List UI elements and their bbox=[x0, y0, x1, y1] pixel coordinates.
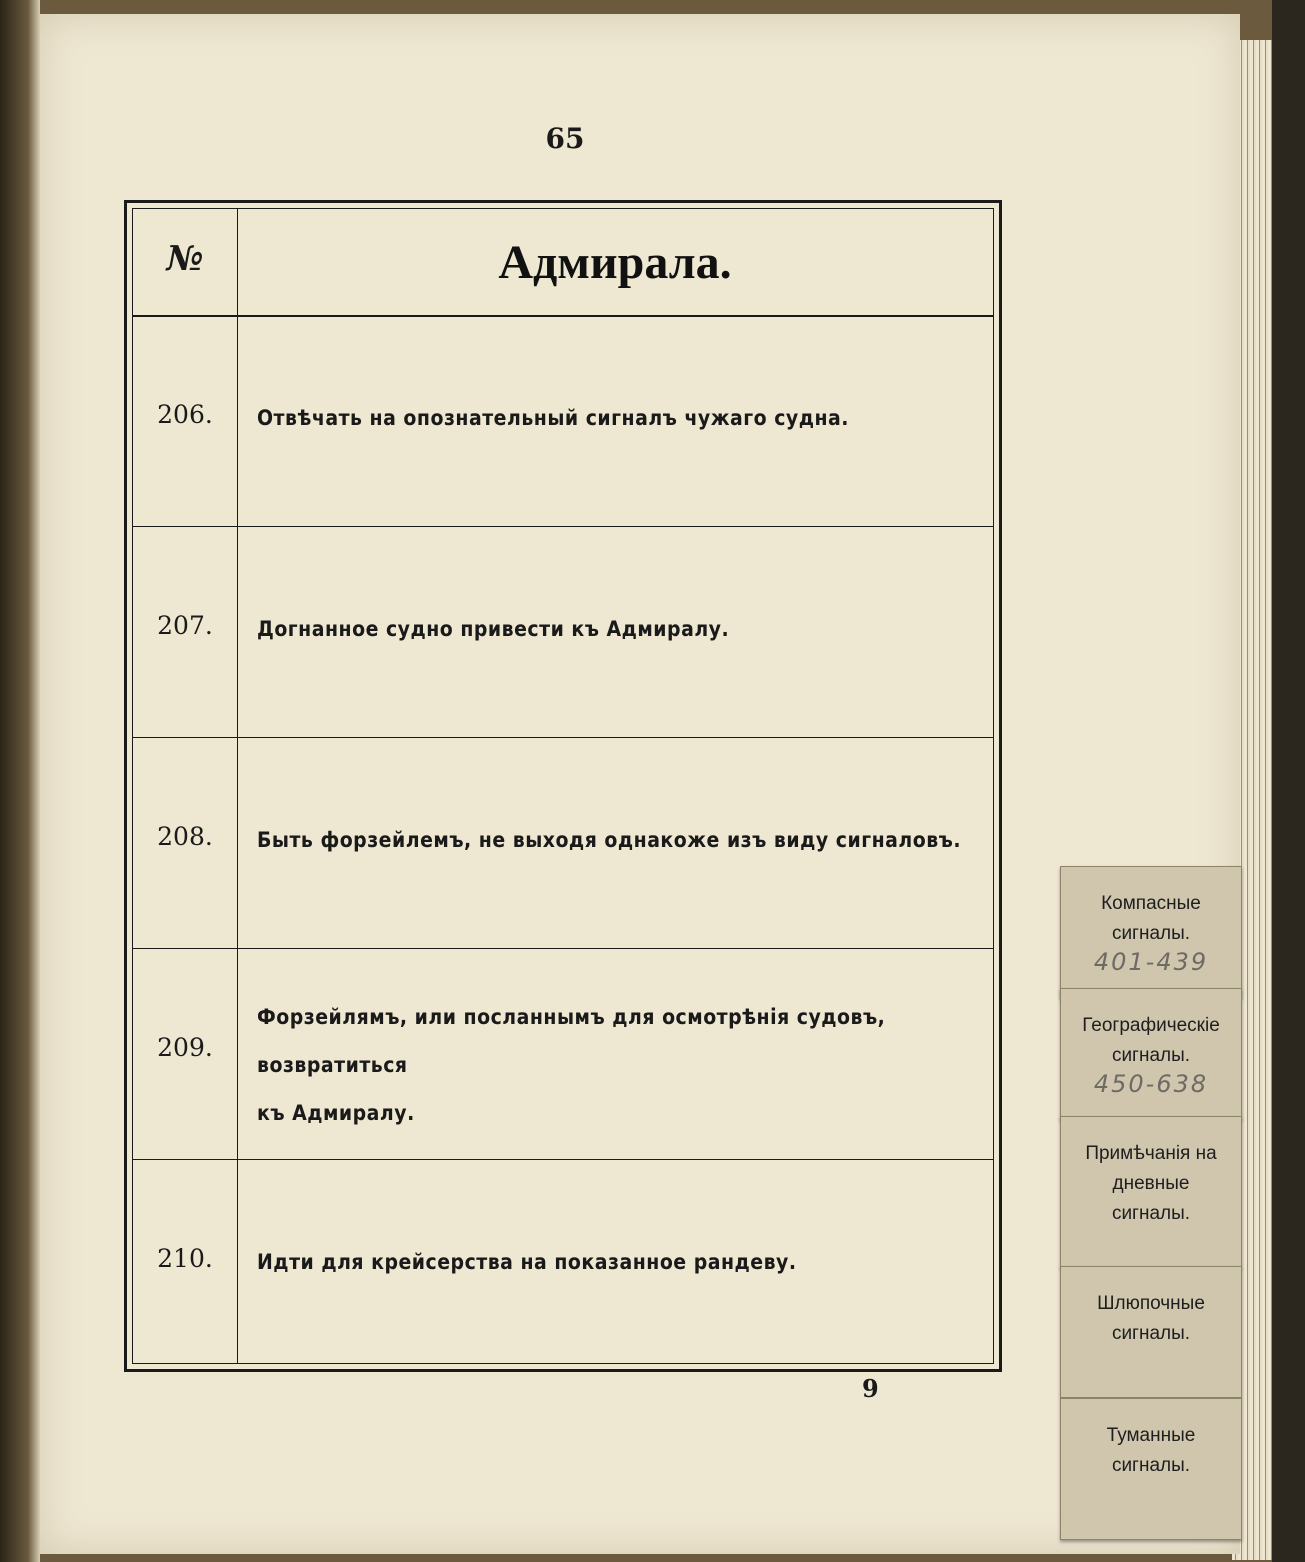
signal-text: Идти для крейсерства на показанное рандеву. bbox=[257, 1250, 797, 1274]
tab-label: сигналы. bbox=[1111, 1455, 1191, 1476]
tab-geographic-signals[interactable] bbox=[1060, 988, 1242, 1120]
signal-text: Догнанное судно привести къ Адмиралу. bbox=[257, 617, 730, 641]
tab-label: сигналы. bbox=[1111, 1203, 1191, 1224]
tab-label: сигналы. bbox=[1111, 1323, 1191, 1344]
tab-label: дневные bbox=[1112, 1173, 1190, 1194]
signal-text-line: Форзейлямъ, или посланнымъ для осмотрѣнія судовъ, возвратиться bbox=[257, 1005, 886, 1077]
signal-number: 206. bbox=[157, 400, 213, 429]
tab-label: Шлюпочные bbox=[1097, 1293, 1205, 1314]
book-spine-shadow bbox=[0, 0, 40, 1562]
tab-label: Туманные bbox=[1106, 1425, 1196, 1446]
signal-text: Отвѣчать на опознательный сигналъ чужаго судна. bbox=[257, 406, 849, 430]
table-row bbox=[133, 316, 993, 527]
table-row bbox=[133, 527, 993, 738]
table-row bbox=[133, 738, 993, 949]
tab-label: Компасные bbox=[1101, 893, 1201, 914]
sheet-signature: 9 bbox=[862, 1374, 879, 1403]
tab-label: сигналы. bbox=[1111, 1045, 1191, 1066]
signal-text bbox=[257, 993, 977, 1137]
background-right bbox=[1272, 0, 1305, 1562]
signal-number: 210. bbox=[157, 1244, 213, 1273]
tab-label: Географическіе bbox=[1082, 1015, 1220, 1036]
signal-table-inner bbox=[132, 208, 994, 1364]
tab-boat-signals[interactable] bbox=[1060, 1266, 1242, 1398]
signal-number: 207. bbox=[157, 611, 213, 640]
tab-label: сигналы. bbox=[1111, 923, 1191, 944]
number-column-header: № bbox=[166, 239, 204, 279]
handwritten-range: 450-638 bbox=[1093, 1070, 1209, 1098]
page-number: 65 bbox=[545, 122, 585, 155]
signal-text: Быть форзейлемъ, не выходя однакоже изъ виду сигналовъ. bbox=[257, 828, 962, 852]
signal-number: 209. bbox=[157, 1033, 213, 1062]
index-tabs bbox=[1060, 866, 1250, 1556]
tab-day-signals-notes[interactable] bbox=[1060, 1116, 1242, 1268]
tab-fog-signals[interactable] bbox=[1060, 1398, 1242, 1540]
signal-table bbox=[124, 200, 1002, 1372]
table-title: Адмирала. bbox=[498, 236, 732, 289]
handwritten-range: 401-439 bbox=[1093, 948, 1209, 976]
table-row bbox=[133, 949, 993, 1160]
table-header bbox=[133, 209, 993, 317]
signal-text-line: къ Адмиралу. bbox=[257, 1101, 415, 1125]
table-row bbox=[133, 1160, 993, 1364]
tab-label: Примѣчанія на bbox=[1085, 1143, 1217, 1164]
tab-compass-signals[interactable] bbox=[1060, 866, 1242, 998]
signal-number: 208. bbox=[157, 822, 213, 851]
